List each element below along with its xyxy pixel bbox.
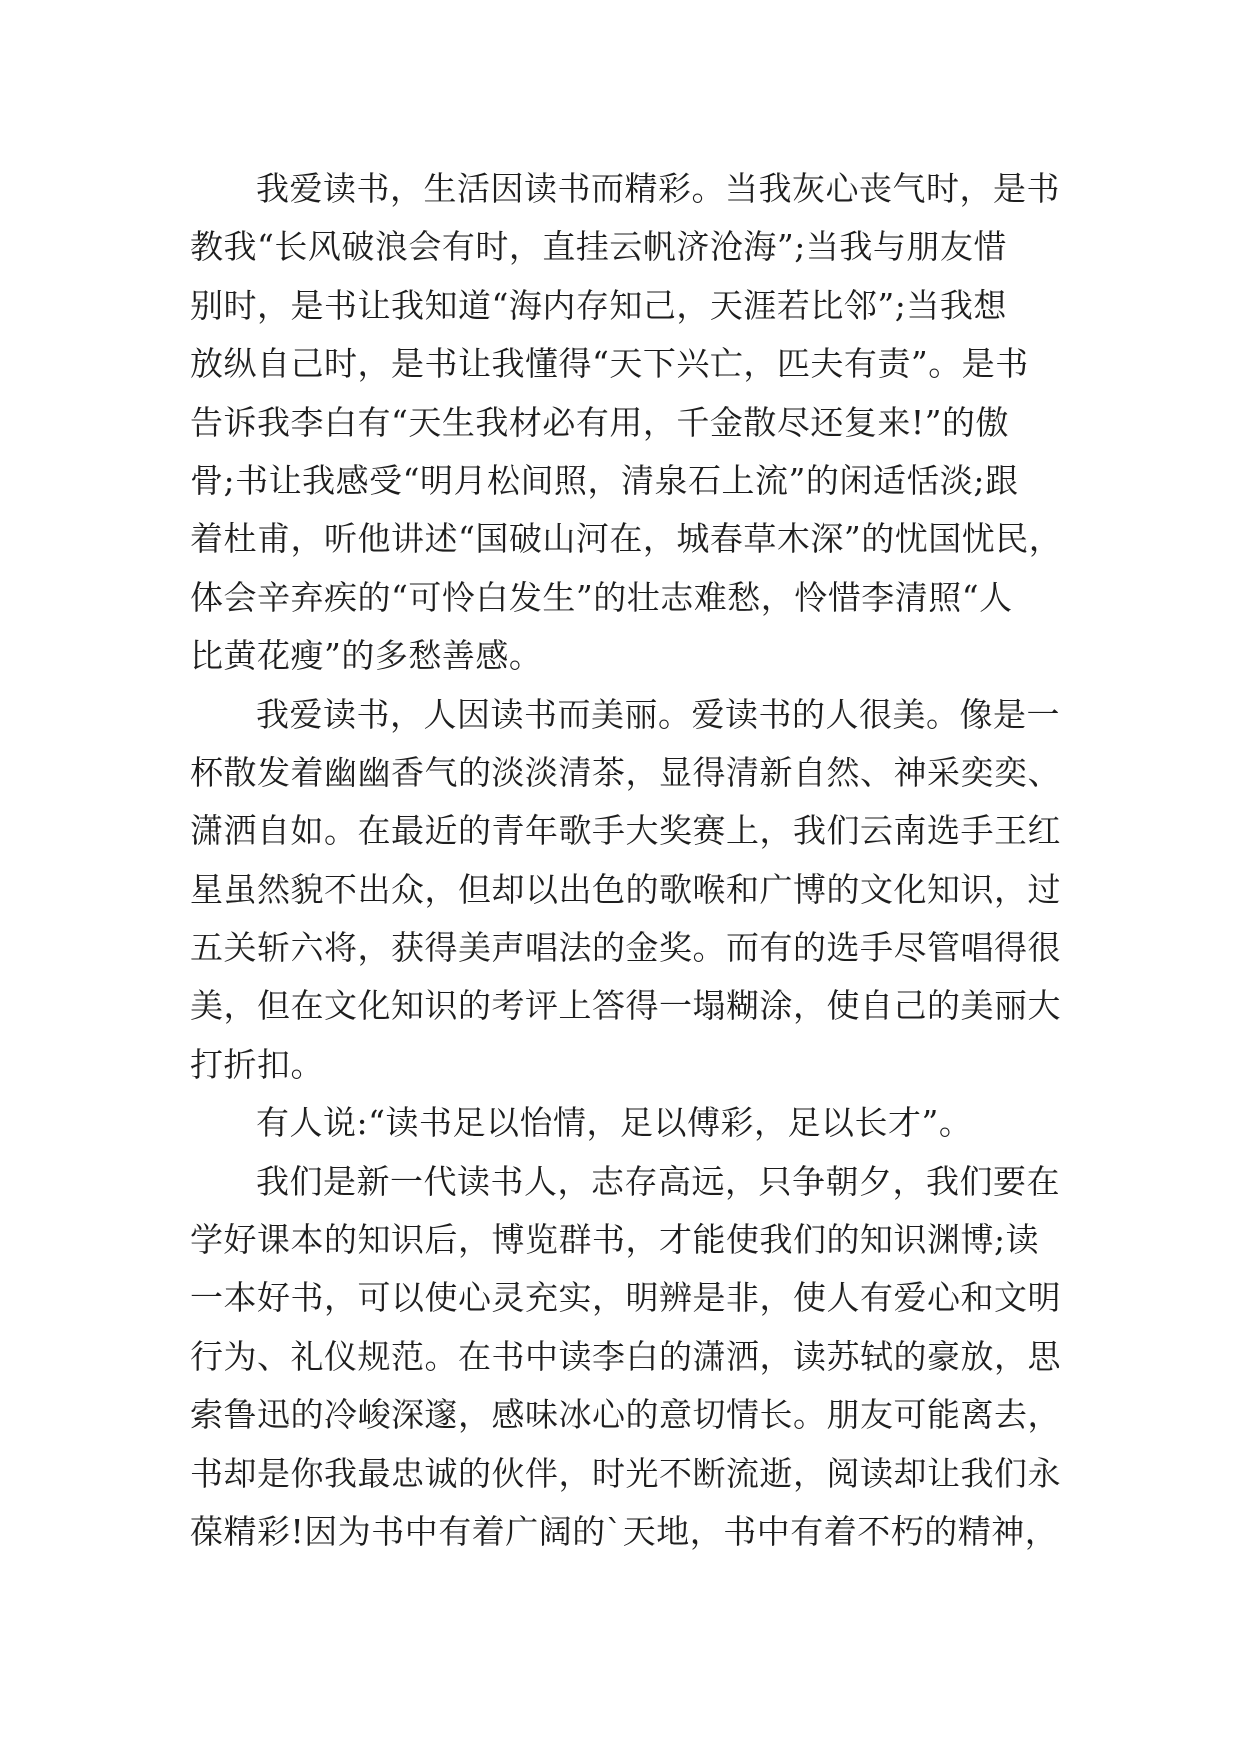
paragraph-1-line-8: 体会辛弃疾的“可怜白发生”的壮志难愁，怜惜李清照“人 [190,577,1013,617]
paragraph-2-line-4: 星虽然貌不出众，但却以出色的歌喉和广博的文化知识，过 [190,869,1061,909]
paragraph-4-line-1: 我们是新一代读书人，志存高远，只争朝夕，我们要在 [256,1161,1060,1201]
paragraph-4-line-7: 葆精彩!因为书中有着广阔的`天地，书中有着不朽的精神， [190,1511,1059,1551]
paragraph-1-line-5: 告诉我李白有“天生我材必有用，千金散尽还复来!”的傲 [190,402,1010,442]
paragraph-4-line-3: 一本好书，可以使心灵充实，明辨是非，使人有爱心和文明 [190,1278,1061,1318]
paragraph-2-line-5: 五关斩六将，获得美声唱法的金奖。而有的选手尽管唱得很 [190,928,1061,968]
paragraph-1-line-9: 比黄花瘦”的多愁善感。 [190,636,543,676]
paragraph-2-line-1: 我爱读书，人因读书而美丽。爱读书的人很美。像是一 [256,694,1060,734]
paragraph-2-line-6: 美，但在文化知识的考评上答得一塌糊涂，使自己的美丽大 [190,986,1061,1026]
paragraph-2-line-3: 潇洒自如。在最近的青年歌手大奖赛上，我们云南选手王红 [190,811,1061,851]
paragraph-4-line-2: 学好课本的知识后，博览群书，才能使我们的知识渊博;读 [190,1220,1040,1260]
paragraph-4-line-6: 书却是你我最忠诚的伙伴，时光不断流逝，阅读却让我们永 [190,1453,1061,1493]
paragraph-1-line-6: 骨;书让我感受“明月松间照，清泉石上流”的闲适恬淡;跟 [190,460,1019,500]
paragraph-2-line-7: 打折扣。 [190,1044,324,1084]
paragraph-4-line-4: 行为、礼仪规范。在书中读李白的潇洒，读苏轼的豪放，思 [190,1336,1061,1376]
paragraph-2-line-2: 杯散发着幽幽香气的淡淡清茶，显得清新自然、神采奕奕、 [190,752,1061,792]
paragraph-4-line-5: 索鲁迅的冷峻深邃，感味冰心的意切情长。朋友可能离去， [190,1395,1061,1435]
paragraph-1-line-3: 别时，是书让我知道“海内存知己，天涯若比邻”;当我想 [190,285,1007,325]
document-body [190,160,1070,1561]
paragraph-1-line-2: 教我“长风破浪会有时，直挂云帆济沧海”;当我与朋友惜 [190,227,1007,267]
paragraph-1-line-4: 放纵自己时，是书让我懂得“天下兴亡，匹夫有责”。是书 [190,344,1029,384]
paragraph-1-line-7: 着杜甫，听他讲述“国破山河在，城春草木深”的忧国忧民， [190,519,1063,559]
paragraph-1-line-1: 我爱读书，生活因读书而精彩。当我灰心丧气时，是书 [256,169,1060,208]
paragraph-3-line-1: 有人说:“读书足以怡情，足以傅彩，足以长才”。 [256,1103,973,1143]
